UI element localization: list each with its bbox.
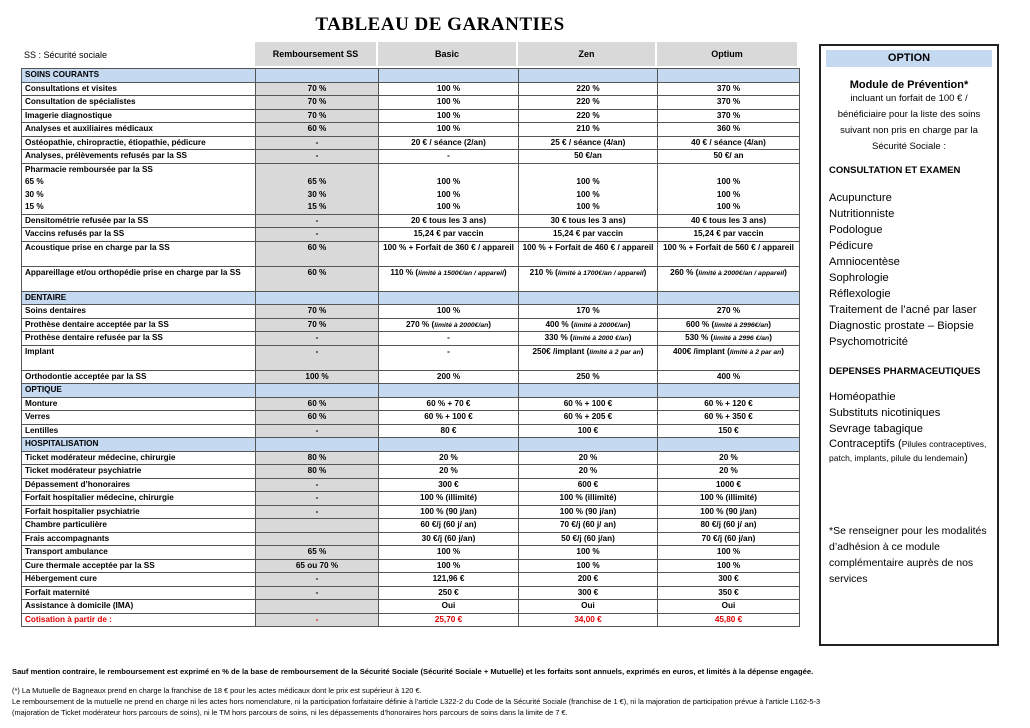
cell-zen: 100 % (illimité): [519, 492, 658, 506]
cell-zen: 30 € tous les 3 ans): [519, 214, 658, 228]
guarantee-table: [21, 68, 800, 627]
section-cell: [379, 438, 519, 452]
cell-optium: 100 %: [658, 189, 800, 202]
cell-basic: 100 %: [379, 559, 519, 573]
cell-ss: 60 %: [256, 241, 379, 266]
cell-zen: 15,24 € par vaccin: [519, 228, 658, 242]
table-row: [22, 573, 800, 587]
section-cell: [519, 291, 658, 305]
row-label: Acoustique prise en charge par la SS: [22, 241, 256, 266]
cell-optium: 70 €/j (60 j/an): [658, 532, 800, 546]
table-row: [22, 201, 800, 214]
cell-optium: 100 % + Forfait de 560 € / appareil: [658, 241, 800, 266]
cell-optium: 1000 €: [658, 478, 800, 492]
cell-zen: 100 %: [519, 201, 658, 214]
row-label: Appareillage et/ou orthopédie prise en charge par la SS: [22, 266, 256, 291]
cell-ss: -: [256, 613, 379, 627]
cell-optium: 15,24 € par vaccin: [658, 228, 800, 242]
ss-legend: SS : Sécurité sociale: [24, 50, 108, 60]
table-row: [22, 478, 800, 492]
table-row: [22, 370, 800, 384]
section-cell: [658, 438, 800, 452]
cell-zen: 70 €/j (60 j/ an): [519, 519, 658, 533]
cell-optium: 150 €: [658, 424, 800, 438]
cell-ss: 65 ou 70 %: [256, 559, 379, 573]
table-row: [22, 214, 800, 228]
cell-zen: 330 % (limité à 2000 €/an): [519, 332, 658, 346]
cell-basic: -: [379, 150, 519, 164]
cell-optium: 100 %: [658, 201, 800, 214]
table-row: [22, 613, 800, 627]
cell-zen: 100 % + Forfait de 460 € / appareil: [519, 241, 658, 266]
cell-zen: 100 €: [519, 424, 658, 438]
row-label: Prothèse dentaire acceptée par la SS: [22, 318, 256, 332]
cell-basic: 60 % + 70 €: [379, 397, 519, 411]
table-row: [22, 96, 800, 110]
cell-zen: 34,00 €: [519, 613, 658, 627]
row-label: Cure thermale acceptée par la SS: [22, 559, 256, 573]
option-list-item: Sevrage tabagique: [829, 423, 923, 435]
cell-ss: 80 %: [256, 451, 379, 465]
table-row: [22, 397, 800, 411]
footer-line-2: (*) La Mutuelle de Bagneaux prend en charge la franchise de 18 € pour les actes médicaux dont le prix est supérieur à 120 €.: [12, 686, 422, 695]
consultation-heading: CONSULTATION ET EXAMEN: [829, 165, 961, 176]
section-label: DENTAIRE: [22, 291, 256, 305]
cell-basic: -: [379, 345, 519, 370]
table-row: [22, 332, 800, 346]
cell-ss: -: [256, 136, 379, 150]
cell-basic: 100 % (90 j/an): [379, 505, 519, 519]
header-basic: Basic: [378, 42, 516, 66]
cell-zen: 100 %: [519, 176, 658, 189]
footer-line-4: (majoration de Ticket modérateur hors parcours de soins), ni le TM hors parcours de soins, ni les dépassements d’honoraires hors parcours de soins dans la limite de 7 €.: [12, 708, 568, 717]
cell-ss: 70 %: [256, 318, 379, 332]
row-label: Ticket modérateur médecine, chirurgie: [22, 451, 256, 465]
cell-optium: 40 € / séance (4/an): [658, 136, 800, 150]
section-label: HOSPITALISATION: [22, 438, 256, 452]
cell-zen: 200 €: [519, 573, 658, 587]
table-row: [22, 424, 800, 438]
cell-basic: 250 €: [379, 586, 519, 600]
section-row: [22, 384, 800, 398]
row-label: Dépassement d’honoraires: [22, 478, 256, 492]
cell-ss: 15 %: [256, 201, 379, 214]
cell-ss: -: [256, 478, 379, 492]
row-label: Forfait maternité: [22, 586, 256, 600]
table-row: [22, 318, 800, 332]
section-cell: [658, 291, 800, 305]
cell-ss: 100 %: [256, 370, 379, 384]
table-row: [22, 136, 800, 150]
row-label: 65 %: [22, 176, 256, 189]
cell-basic: 200 %: [379, 370, 519, 384]
cell-zen: 60 % + 205 €: [519, 411, 658, 425]
table-row: [22, 163, 800, 176]
cell-basic: 15,24 € par vaccin: [379, 228, 519, 242]
cell-basic: [379, 163, 519, 176]
table-row: [22, 492, 800, 506]
cell-basic: 100 % (illimité): [379, 492, 519, 506]
row-label: Soins dentaires: [22, 305, 256, 319]
cell-basic: 110 % (limité à 1500€/an / appareil): [379, 266, 519, 291]
cell-zen: 250 %: [519, 370, 658, 384]
cell-ss: 65 %: [256, 176, 379, 189]
pharma-contraceptifs: Contraceptifs (Pilules contraceptives, patch, implants, pilule du lendemain): [829, 438, 987, 464]
row-label: Monture: [22, 397, 256, 411]
cell-zen: 400 % (limité à 2000€/an): [519, 318, 658, 332]
option-note: *Se renseigner pour les modalités d’adhésion à ce module complémentaire auprès de nos services: [829, 525, 987, 585]
table-row: [22, 546, 800, 560]
cell-optium: 100 %: [658, 176, 800, 189]
cell-zen: 100 % (90 j/an): [519, 505, 658, 519]
cell-zen: 50 €/j (60 j/an): [519, 532, 658, 546]
option-list-item: Traitement de l’acné par laser: [829, 304, 977, 316]
option-list-item: Pédicure: [829, 240, 874, 252]
cell-optium: 400€ /implant (limité à 2 par an): [658, 345, 800, 370]
row-label: Forfait hospitalier médecine, chirurgie: [22, 492, 256, 506]
cell-zen: 220 %: [519, 96, 658, 110]
cell-ss: 70 %: [256, 305, 379, 319]
cell-ss: 65 %: [256, 546, 379, 560]
cell-basic: 300 €: [379, 478, 519, 492]
cell-optium: 20 %: [658, 451, 800, 465]
table-row: [22, 109, 800, 123]
cell-optium: 100 % (90 j/an): [658, 505, 800, 519]
table-row: [22, 345, 800, 370]
cell-ss: -: [256, 586, 379, 600]
module-title: Module de Prévention*: [849, 79, 969, 91]
cell-zen: Oui: [519, 600, 658, 614]
cell-ss: 70 %: [256, 109, 379, 123]
cell-zen: 25 € / séance (4/an): [519, 136, 658, 150]
cell-basic: 100 %: [379, 305, 519, 319]
page-title: TABLEAU DE GARANTIES: [315, 14, 565, 35]
pharma-heading: DEPENSES PHARMACEUTIQUES: [829, 366, 981, 377]
cell-optium: Oui: [658, 600, 800, 614]
cell-basic: 60 €/j (60 j/ an): [379, 519, 519, 533]
row-label: Hébergement cure: [22, 573, 256, 587]
cell-ss: -: [256, 345, 379, 370]
row-label: 30 %: [22, 189, 256, 202]
cell-basic: 270 % (limité à 2000€/an): [379, 318, 519, 332]
cell-basic: 100 % + Forfait de 360 € / appareil: [379, 241, 519, 266]
cell-zen: 20 %: [519, 465, 658, 479]
cell-optium: 370 %: [658, 82, 800, 96]
cell-optium: 350 €: [658, 586, 800, 600]
row-label: Cotisation à partir de :: [22, 613, 256, 627]
cell-zen: 50 €/an: [519, 150, 658, 164]
cell-zen: 210 % (limité à 1700€/an / appareil): [519, 266, 658, 291]
cell-basic: 20 € tous les 3 ans): [379, 214, 519, 228]
cell-optium: 270 %: [658, 305, 800, 319]
cell-basic: Oui: [379, 600, 519, 614]
cell-ss: -: [256, 424, 379, 438]
table-row: [22, 519, 800, 533]
cell-optium: 370 %: [658, 109, 800, 123]
option-list-item: Homéopathie: [829, 391, 896, 403]
section-label: SOINS COURANTS: [22, 69, 256, 83]
cell-ss: 70 %: [256, 96, 379, 110]
row-label: Ostéopathie, chiropractie, étiopathie, pédicure: [22, 136, 256, 150]
cell-zen: 100 %: [519, 559, 658, 573]
cell-basic: 100 %: [379, 82, 519, 96]
module-description: incluant un forfait de 100 € / bénéficiaire pour la liste des soins suivant non pris en charge par la Sécurité Sociale :: [837, 93, 981, 152]
cell-basic: 20 € / séance (2/an): [379, 136, 519, 150]
table-row: [22, 305, 800, 319]
section-row: [22, 69, 800, 83]
footer-line-3: Le remboursement de la mutuelle ne prend en charge ni les actes hors nomenclature, ni la participation forfaitaire définie à l’article L322-2 du Code de la Sécurité Sociale (franchise de 1 €), ni la majoration de participation prévue à l’article L162-5-3: [12, 697, 821, 706]
cell-ss: -: [256, 228, 379, 242]
cell-ss: -: [256, 492, 379, 506]
row-label: Analyses, prélèvements refusés par la SS: [22, 150, 256, 164]
option-list-item: Sophrologie: [829, 272, 889, 284]
section-cell: [256, 384, 379, 398]
section-label: OPTIQUE: [22, 384, 256, 398]
table-row: [22, 600, 800, 614]
table-row: [22, 150, 800, 164]
consultation-list: [821, 190, 997, 350]
row-label: Consultation de spécialistes: [22, 96, 256, 110]
cell-optium: 60 % + 350 €: [658, 411, 800, 425]
section-cell: [256, 438, 379, 452]
cell-basic: 20 %: [379, 465, 519, 479]
section-cell: [379, 291, 519, 305]
cell-optium: 80 €/j (60 j/ an): [658, 519, 800, 533]
row-label: Orthodontie acceptée par la SS: [22, 370, 256, 384]
cell-ss: -: [256, 214, 379, 228]
cell-zen: 300 €: [519, 586, 658, 600]
table-row: [22, 532, 800, 546]
cell-ss: -: [256, 150, 379, 164]
option-list-item: Psychomotricité: [829, 336, 908, 348]
option-list-item: Acupuncture: [829, 192, 892, 204]
option-list-item: Réflexologie: [829, 288, 891, 300]
cell-optium: 50 €/ an: [658, 150, 800, 164]
section-cell: [519, 69, 658, 83]
cell-ss: 30 %: [256, 189, 379, 202]
row-label: Vaccins refusés par la SS: [22, 228, 256, 242]
table-row: [22, 123, 800, 137]
cell-basic: 100 %: [379, 176, 519, 189]
option-panel: [819, 44, 999, 646]
cell-basic: 100 %: [379, 96, 519, 110]
table-row: [22, 451, 800, 465]
header-remboursement-ss: Remboursement SS: [255, 42, 376, 66]
cell-zen: 20 %: [519, 451, 658, 465]
cell-optium: 40 € tous les 3 ans): [658, 214, 800, 228]
table-row: [22, 241, 800, 266]
option-list-item: Diagnostic prostate – Biopsie: [829, 320, 974, 332]
cell-zen: 250€ /implant (limité à 2 par an): [519, 345, 658, 370]
table-row: [22, 82, 800, 96]
table-row: [22, 505, 800, 519]
table-row: [22, 228, 800, 242]
row-label: Frais accompagnants: [22, 532, 256, 546]
option-list-item: Substituts nicotiniques: [829, 407, 941, 419]
cell-ss: 60 %: [256, 397, 379, 411]
row-label: Pharmacie remboursée par la SS: [22, 163, 256, 176]
row-label: Analyses et auxiliaires médicaux: [22, 123, 256, 137]
cell-optium: 360 %: [658, 123, 800, 137]
section-row: [22, 291, 800, 305]
section-cell: [658, 384, 800, 398]
cell-optium: 600 % (limité à 2996€/an): [658, 318, 800, 332]
cell-optium: 260 % (limité à 2000€/an / appareil): [658, 266, 800, 291]
cell-basic: -: [379, 332, 519, 346]
cell-basic: 121,96 €: [379, 573, 519, 587]
header-optium: Optium: [657, 42, 797, 66]
cell-zen: 220 %: [519, 82, 658, 96]
cell-ss: 80 %: [256, 465, 379, 479]
cell-zen: 220 %: [519, 109, 658, 123]
cell-zen: 100 %: [519, 546, 658, 560]
cell-optium: 300 €: [658, 573, 800, 587]
cell-basic: 25,70 €: [379, 613, 519, 627]
cell-optium: 370 %: [658, 96, 800, 110]
row-label: Prothèse dentaire refusée par la SS: [22, 332, 256, 346]
section-cell: [519, 438, 658, 452]
option-list-item: Amniocentèse: [829, 256, 900, 268]
row-label: Densitométrie refusée par la SS: [22, 214, 256, 228]
table-row: [22, 176, 800, 189]
cell-basic: 100 %: [379, 201, 519, 214]
row-label: Assistance à domicile (IMA): [22, 600, 256, 614]
cell-zen: 60 % + 100 €: [519, 397, 658, 411]
cell-optium: 45,80 €: [658, 613, 800, 627]
table-row: [22, 586, 800, 600]
cell-zen: [519, 163, 658, 176]
section-cell: [519, 384, 658, 398]
cell-basic: 100 %: [379, 546, 519, 560]
cell-ss: -: [256, 332, 379, 346]
option-list-item: Nutritionniste: [829, 208, 895, 220]
row-label: Verres: [22, 411, 256, 425]
cell-optium: [658, 163, 800, 176]
option-header: OPTION: [826, 50, 992, 67]
cell-optium: 100 %: [658, 546, 800, 560]
cell-ss: 60 %: [256, 123, 379, 137]
row-label: Implant: [22, 345, 256, 370]
row-label: 15 %: [22, 201, 256, 214]
row-label: Imagerie diagnostique: [22, 109, 256, 123]
header-zen: Zen: [518, 42, 655, 66]
cell-optium: 530 % (limité à 2996 €/an): [658, 332, 800, 346]
cell-optium: 400 %: [658, 370, 800, 384]
cell-optium: 100 %: [658, 559, 800, 573]
cell-optium: 60 % + 120 €: [658, 397, 800, 411]
table-row: [22, 266, 800, 291]
cell-basic: 60 % + 100 €: [379, 411, 519, 425]
pharma-list: [821, 389, 997, 437]
cell-optium: 100 % (illimité): [658, 492, 800, 506]
cell-ss: [256, 163, 379, 176]
footer-line-1: Sauf mention contraire, le remboursement est exprimé en % de la base de remboursement de la Sécurité Sociale (Sécurité Sociale + Mutuelle) et les forfaits sont annuels, exprimés en euros, et limités à la dépense engagée.: [12, 667, 814, 676]
row-label: Chambre particulière: [22, 519, 256, 533]
cell-basic: 80 €: [379, 424, 519, 438]
cell-basic: 100 %: [379, 109, 519, 123]
cell-ss: -: [256, 573, 379, 587]
cell-ss: [256, 532, 379, 546]
cell-basic: 30 €/j (60 j/an): [379, 532, 519, 546]
section-row: [22, 438, 800, 452]
cell-zen: 210 %: [519, 123, 658, 137]
section-cell: [256, 69, 379, 83]
cell-ss: 60 %: [256, 266, 379, 291]
option-list-item: Podologue: [829, 224, 883, 236]
section-cell: [658, 69, 800, 83]
table-row: [22, 465, 800, 479]
cell-ss: 70 %: [256, 82, 379, 96]
cell-ss: 60 %: [256, 411, 379, 425]
table-row: [22, 411, 800, 425]
row-label: Transport ambulance: [22, 546, 256, 560]
table-row: [22, 189, 800, 202]
cell-ss: [256, 600, 379, 614]
row-label: Lentilles: [22, 424, 256, 438]
cell-basic: 20 %: [379, 451, 519, 465]
cell-zen: 100 %: [519, 189, 658, 202]
section-cell: [379, 384, 519, 398]
cell-zen: 600 €: [519, 478, 658, 492]
cell-ss: -: [256, 505, 379, 519]
cell-zen: 170 %: [519, 305, 658, 319]
row-label: Forfait hospitalier psychiatrie: [22, 505, 256, 519]
cell-ss: [256, 519, 379, 533]
section-cell: [256, 291, 379, 305]
cell-optium: 20 %: [658, 465, 800, 479]
table-row: [22, 559, 800, 573]
cell-basic: 100 %: [379, 189, 519, 202]
row-label: Ticket modérateur psychiatrie: [22, 465, 256, 479]
section-cell: [379, 69, 519, 83]
row-label: Consultations et visites: [22, 82, 256, 96]
cell-basic: 100 %: [379, 123, 519, 137]
